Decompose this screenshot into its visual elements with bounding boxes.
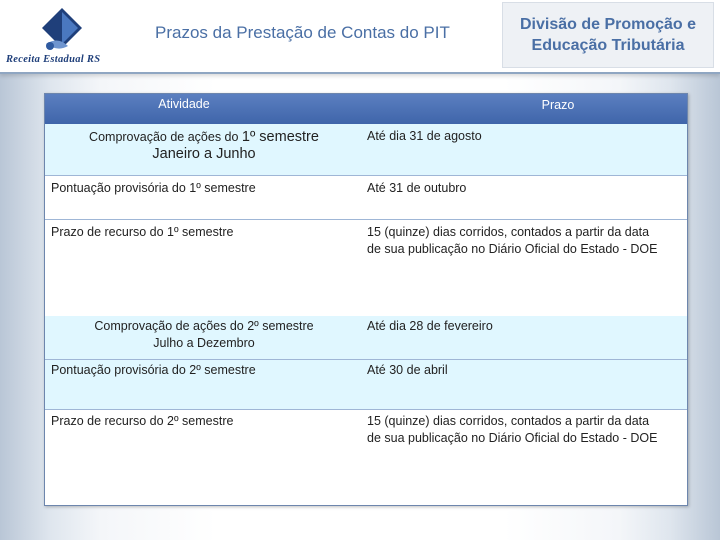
activity-text-emphasis: 1º semestre [241,129,319,145]
activity-cell [45,318,363,352]
activity-cell [45,129,363,163]
deadline-cell: Até 31 de outubro [367,181,467,195]
deadline-line-1: Até dia 31 de agosto [367,129,482,143]
activity-cell: Prazo de recurso do 1º semestre [51,225,234,239]
activity-cell: Pontuação provisória do 1º semestre [51,181,256,195]
table-row [45,176,687,220]
deadline-cell [363,128,687,145]
division-line-2: Educação Tributária [531,37,685,54]
page-title: Prazos da Prestação de Contas do PIT [155,23,450,42]
receita-estadual-logo [4,4,116,66]
deadline-cell: Até 30 de abril [367,363,448,377]
table-row [45,124,687,176]
column-header-activity: Atividade [158,97,210,111]
deadline-cell: Até dia 28 de fevereiro [367,319,493,333]
logo-text: Receita Estadual RS [6,54,101,65]
division-line-1: Divisão de Promoção e [519,16,697,33]
activity-line-1: Comprovação de ações do 2º semestre [94,319,314,333]
table-row [45,220,687,316]
deadline-table [44,93,688,506]
table-header-row [45,94,687,124]
activity-cell: Pontuação provisória do 2º semestre [51,363,256,377]
table-row [45,360,687,410]
deadline-line-1: 15 (quinze) dias corridos, contados a partir da data [367,225,650,239]
activity-text: Comprovação de ações do [89,130,242,144]
activity-line-2: Julho a Dezembro [153,336,255,350]
division-name [520,14,696,56]
division-box [502,2,714,68]
activity-line-2: Janeiro a Junho [152,146,256,162]
deadline-cell [363,224,687,258]
deadline-cell [363,413,687,447]
table-row [45,410,687,504]
logo-diamond-icon [38,6,86,54]
column-header-deadline: Prazo [541,98,575,112]
activity-line-1 [45,129,363,146]
header-banner [0,0,720,74]
deadline-line-1: 15 (quinze) dias corridos, contados a partir da data [367,414,650,428]
deadline-line-2: de sua publicação no Diário Oficial do Estado - DOE [367,242,658,256]
activity-cell: Prazo de recurso do 2º semestre [51,414,234,428]
table-row [45,316,687,360]
deadline-line-2: de sua publicação no Diário Oficial do Estado - DOE [367,431,658,445]
